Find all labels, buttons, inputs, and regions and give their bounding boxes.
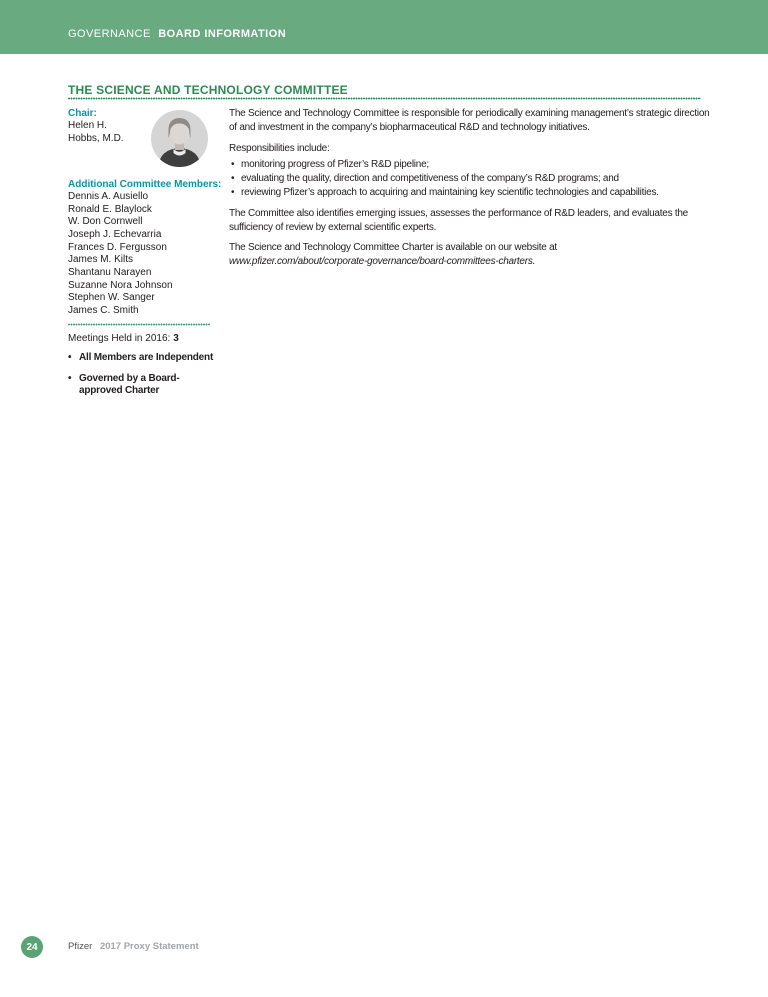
responsibility-item: • evaluating the quality, direction and competitiveness of the company’s R&D programs; and xyxy=(229,172,716,186)
meetings-held-label: Meetings Held in 2016: xyxy=(68,333,171,344)
breadcrumb xyxy=(68,28,286,40)
header-subsection-label: BOARD INFORMATION xyxy=(158,28,287,40)
header-bar xyxy=(0,0,768,54)
chair-name-line2: Hobbs, M.D. xyxy=(68,132,124,144)
footer-brand: Pfizer xyxy=(68,941,93,952)
member-item: Ronald E. Blaylock xyxy=(68,203,152,215)
meetings-held-count: 3 xyxy=(173,333,179,344)
page-title: THE SCIENCE AND TECHNOLOGY COMMITTEE xyxy=(68,83,348,97)
members-list xyxy=(68,191,173,318)
chair-portrait-photo xyxy=(151,110,208,167)
committee-duties-paragraph: The Committee also identifies emerging issues, assesses the performance of R&D leaders, and evaluates the sufficiency of review by external scientific experts. xyxy=(229,207,688,233)
additional-members-label: Additional Committee Members: xyxy=(68,179,222,190)
footer xyxy=(68,941,199,952)
charter-availability-paragraph xyxy=(229,241,716,269)
member-item: Frances D. Fergusson xyxy=(68,241,167,253)
responsibility-item: • reviewing Pfizer’s approach to acquiring and maintaining key scientific technologies and capabilities. xyxy=(229,186,716,200)
main-content xyxy=(229,107,716,276)
page-number-badge: 24 xyxy=(21,936,43,958)
committee-facts-list xyxy=(68,352,220,406)
header-section-label: GOVERNANCE xyxy=(68,28,151,40)
meetings-held xyxy=(68,333,179,344)
responsibility-item: • monitoring progress of Pfizer’s R&D pipeline; xyxy=(229,158,716,172)
member-item: Joseph J. Echevarria xyxy=(68,228,162,240)
intro-paragraph: The Science and Technology Committee is responsible for periodically examining management’s strategic direction of and investment in the company’s biopharmaceutical R&D and technology initiatives. xyxy=(229,108,710,133)
title-dotted-divider xyxy=(68,97,701,100)
charter-availability-text: The Science and Technology Committee Charter is available on our website at xyxy=(229,242,557,254)
chair-name-line1: Helen H. xyxy=(68,120,107,131)
fact-item-independent: • All Members are Independent xyxy=(68,352,220,365)
member-item: Suzanne Nora Johnson xyxy=(68,279,173,291)
member-item: Dennis A. Ausiello xyxy=(68,191,149,202)
responsibilities-label: Responsibilities include: xyxy=(229,142,330,154)
member-item: James C. Smith xyxy=(68,304,139,316)
chair-label: Chair: xyxy=(68,108,97,119)
fact-item-charter: • Governed by a Board-approved Charter xyxy=(68,373,220,398)
responsibilities-list xyxy=(229,158,716,199)
member-item: Shantanu Narayen xyxy=(68,266,152,278)
member-item: W. Don Cornwell xyxy=(68,216,143,228)
chair-name xyxy=(68,120,124,145)
member-item: Stephen W. Sanger xyxy=(68,292,155,304)
sidebar-dotted-divider xyxy=(68,323,210,326)
footer-doc-title: 2017 Proxy Statement xyxy=(99,941,199,952)
charter-url-link[interactable]: www.pfizer.com/about/corporate-governance/board-committees-charters. xyxy=(229,256,536,268)
member-item: James M. Kilts xyxy=(68,254,134,266)
photo-face xyxy=(170,123,189,145)
